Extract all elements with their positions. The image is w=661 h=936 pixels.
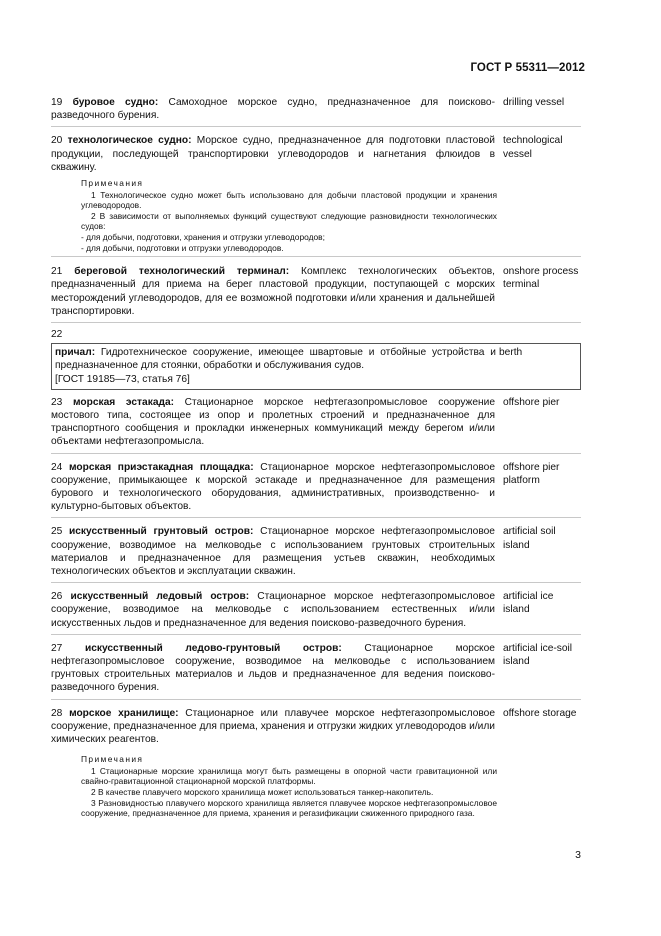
- term-number: 21: [51, 266, 63, 278]
- term-name: технологическое судно:: [67, 135, 192, 147]
- term-text: Стационарное морское нефтегазопромысловое сооружение, возводимое на мелководье с использованием естественных и/или искусственных льдов и предназначенное для ведения поисково-разведочного бурения.: [51, 591, 495, 629]
- term-text: Стационарное морское нефтегазопромысловое сооружение, возводимое на мелководье с использованием грунтовых строительных материалов и льдов и предназначенное для ведения поисково-разведочного бурения.: [51, 642, 495, 694]
- term-number: 19: [51, 97, 63, 108]
- term-definition: [51, 707, 495, 747]
- term-entry-24: [51, 459, 581, 519]
- term-english: offshore storage: [503, 707, 577, 719]
- term-number: 25: [51, 526, 63, 538]
- term-definition: [51, 96, 495, 122]
- term-definition: [55, 346, 496, 386]
- term-english: onshore process terminal: [503, 266, 579, 291]
- term-name: искусственный грунтовый остров:: [69, 526, 254, 538]
- term-name: береговой технологический терминал:: [74, 266, 290, 278]
- term-name: буровое судно:: [72, 97, 159, 108]
- term-number: 20: [51, 135, 63, 147]
- terms-list: [51, 94, 581, 825]
- note-item: 2 В качестве плавучего морского хранилища может использоваться танкер-накопитель.: [91, 787, 434, 798]
- term-entry-27: [51, 640, 581, 700]
- term-text: Гидротехническое сооружение, имеющее швартовые и отбойные устройства и предназначенное для стоянки, обработки и обслуживания судов.: [55, 347, 496, 372]
- term-entry-22-box: [51, 343, 581, 390]
- term-definition: [51, 396, 495, 449]
- term-text: Стационарное морское нефтегазопромысловое сооружение мостового типа, состоящее из опор и пролетных строений и предназначенное для транспортного сообщения и прокладки инженерных коммуникаций между берегом и/или объектами нефтегазопромысла.: [51, 396, 496, 448]
- term-number: 23: [51, 396, 63, 408]
- term-english: offshore pier: [503, 396, 560, 408]
- term-definition: [51, 590, 495, 630]
- note-list-item: - для добычи, подготовки, хранения и отгрузки углеводородов;: [81, 231, 325, 242]
- term-text: Стационарное морское нефтегазопромысловое сооружение, возводимое на мелководье с использованием грунтовых строительных материалов и предназначенное для размещения устьев скважин, необходимых технологических объектов и эксплуатации скважин.: [51, 526, 495, 578]
- term-entry-25: [51, 523, 581, 583]
- term-entry-26: [51, 588, 581, 635]
- term-english: berth: [499, 347, 523, 359]
- term-name: морская приэстакадная площадка:: [68, 461, 254, 473]
- term-text: Самоходное морское судно, предназначенное для поисково-разведочного бурения.: [51, 97, 495, 122]
- notes-block-20: [51, 178, 497, 253]
- term-text: Стационарное или плавучее морское нефтегазопромысловое сооружение, предназначенное для приема, хранения и отгрузки жидких углеводородов и/или химических реагентов.: [51, 707, 495, 746]
- notes-title: Примечания: [81, 754, 144, 765]
- term-number: 27: [51, 642, 63, 654]
- note-item: 1 Стационарные морские хранилища могут быть размещены в опорной части гравитационной или свайно-гравитационной стационарной морской платформы.: [81, 765, 497, 787]
- term-entry-23: [51, 394, 581, 454]
- standard-designation: ГОСТ Р 55311—2012: [470, 62, 585, 74]
- term-english: artificial ice-soil island: [503, 642, 573, 668]
- term-reference: [ГОСТ 19185—73, статья 76]: [55, 373, 190, 385]
- note-item: 3 Разновидностью плавучего морского хранилища является плавучее морское нефтегазопромысловое сооружение, предназначенное для приема, хранения и регазификации сжиженного природного газа.: [81, 797, 497, 819]
- term-english: artificial ice island: [503, 591, 554, 616]
- term-definition: [51, 642, 495, 695]
- divider: [51, 256, 581, 257]
- note-item: 2 В зависимости от выполняемых функций существуют следующие разновидности технологических судов:: [81, 210, 497, 232]
- term-definition: [51, 265, 495, 318]
- term-english: technological vessel: [503, 135, 563, 160]
- term-entry-28: [51, 705, 581, 751]
- term-text: Стационарное морское нефтегазопромысловое сооружение, примыкающее к морской эстакаде и предназначенное для размещения бурового и технологического оборудования, административных, производственно- и культурно-бытовых объектов.: [51, 461, 495, 513]
- term-text: Комплекс технологических объектов, предназначенный для приема на берег пластовой продукции, поступающей с морских месторождений углеводородов, для ее возможной подготовки и/или хранения и дальнейшей транспортировки.: [51, 266, 495, 317]
- term-name: искусственный ледово-грунтовый остров:: [84, 642, 342, 654]
- term-definition: [51, 461, 495, 514]
- notes-block-28: [51, 754, 497, 819]
- term-number: 24: [51, 461, 63, 473]
- term-number: 28: [51, 707, 63, 719]
- page-number: 3: [575, 849, 581, 861]
- term-name: искусственный ледовый остров:: [70, 591, 250, 603]
- term-name: морская эстакада:: [73, 396, 175, 408]
- term-name: морское хранилище:: [69, 707, 179, 719]
- term-entry-20: [51, 132, 581, 178]
- term-english: artificial soil island: [503, 526, 556, 551]
- term-entry-19: [51, 94, 581, 127]
- term-name: причал:: [55, 347, 96, 359]
- term-definition: [51, 525, 495, 578]
- term-number-22: 22: [51, 328, 63, 340]
- term-definition: [51, 134, 495, 174]
- term-text: Морское судно, предназначенное для подготовки пластовой продукции, последующей транспортировки углеводородов и нагнетания флюидов в скважину.: [51, 135, 495, 173]
- note-item: 1 Технологическое судно может быть использовано для добычи пластовой продукции и хранения углеводородов.: [81, 189, 497, 211]
- term-english: offshore pier platform: [503, 461, 560, 486]
- note-list-item: - для добычи, подготовки и отгрузки углеводородов.: [81, 242, 284, 253]
- term-entry-21: [51, 263, 581, 323]
- term-number: 26: [51, 591, 63, 603]
- notes-title: Примечания: [81, 178, 144, 189]
- term-english: drilling vessel: [503, 97, 565, 108]
